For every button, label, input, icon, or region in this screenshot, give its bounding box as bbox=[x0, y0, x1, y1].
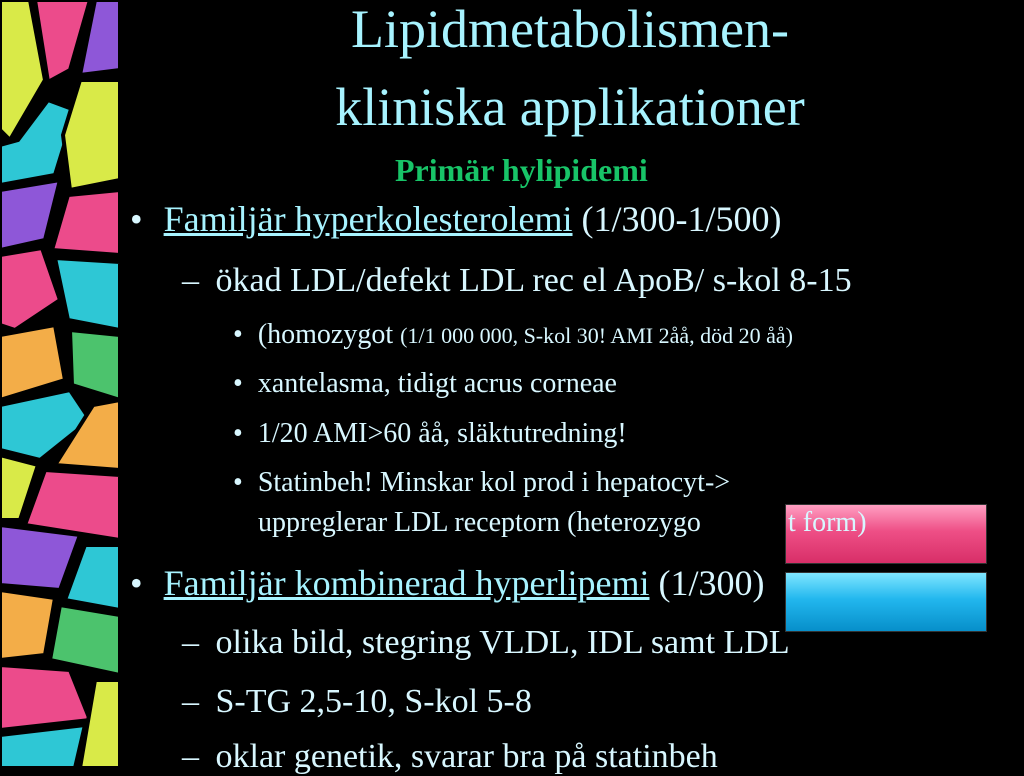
subsubbullet-xantelasma bbox=[233, 368, 617, 400]
bullet-familjar-hyperkolesterolemi bbox=[130, 198, 781, 240]
subsubbullet-statinbeh-line-2: uppreglerar LDL receptorn (heterozygo bbox=[258, 507, 701, 538]
subbullet-text: olika bild, stegring VLDL, IDL samt LDL bbox=[215, 624, 790, 661]
dash-mark: – bbox=[182, 624, 199, 661]
bullet-mark: • bbox=[233, 319, 243, 350]
bullet-mark: • bbox=[130, 563, 143, 603]
bullet-familjar-kombinerad-hyperlipemi bbox=[130, 562, 764, 604]
subsubbullet-text: 1/20 AMI>60 åå, släktutredning! bbox=[257, 418, 627, 449]
bullet-mark: • bbox=[233, 418, 243, 449]
subsubbullet-small: (1/1 000 000, S-kol 30! AMI 2åå, död 20 åå) bbox=[400, 323, 794, 348]
subbullet-s-tg bbox=[182, 683, 532, 721]
dash-mark: – bbox=[182, 738, 199, 775]
slide-subtitle: Primär hylipidemi bbox=[395, 152, 648, 188]
stained-glass-pattern bbox=[0, 0, 120, 768]
subsubbullet-statinbeh-line-1 bbox=[233, 467, 730, 499]
subbullet-olika-bild bbox=[182, 624, 790, 662]
link-familjar-hyperkolesterolemi[interactable]: Familjär hyperkolesterolemi bbox=[163, 199, 573, 239]
dash-mark: – bbox=[182, 683, 199, 720]
bullet-text: (1/300-1/500) bbox=[572, 199, 782, 239]
subsubbullet-text: xantelasma, tidigt acrus corneae bbox=[257, 368, 617, 399]
subbullet-text: S-TG 2,5-10, S-kol 5-8 bbox=[215, 683, 532, 720]
subsubbullet-lead: (homozygot bbox=[257, 319, 401, 350]
bullet-text: (1/300) bbox=[649, 563, 765, 603]
dash-mark: – bbox=[182, 262, 199, 299]
link-familjar-kombinerad-hyperlipemi[interactable]: Familjär kombinerad hyperlipemi bbox=[163, 563, 650, 603]
slide-title-line-2: kliniska applikationer bbox=[335, 77, 805, 137]
subsubbullet-text: Statinbeh! Minskar kol prod i hepatocyt-> bbox=[257, 467, 731, 498]
slide-title-line-1: Lipidmetabolismen- bbox=[351, 0, 789, 59]
pink-box-text: t form) bbox=[788, 507, 867, 538]
bullet-mark: • bbox=[233, 368, 243, 399]
cyan-overlay-box bbox=[785, 572, 987, 632]
bullet-mark: • bbox=[233, 467, 243, 498]
subbullet-oklar-genetik bbox=[182, 738, 718, 776]
subbullet-okad-ldl bbox=[182, 262, 852, 300]
subbullet-text: oklar genetik, svarar bra på statinbeh bbox=[215, 738, 718, 775]
subbullet-text: ökad LDL/defekt LDL rec el ApoB/ s-kol 8-15 bbox=[215, 262, 852, 299]
subsubbullet-homozygot bbox=[233, 319, 793, 351]
subsubbullet-ami bbox=[233, 418, 627, 450]
bullet-mark: • bbox=[130, 199, 143, 239]
decorative-side-strip bbox=[0, 0, 120, 768]
